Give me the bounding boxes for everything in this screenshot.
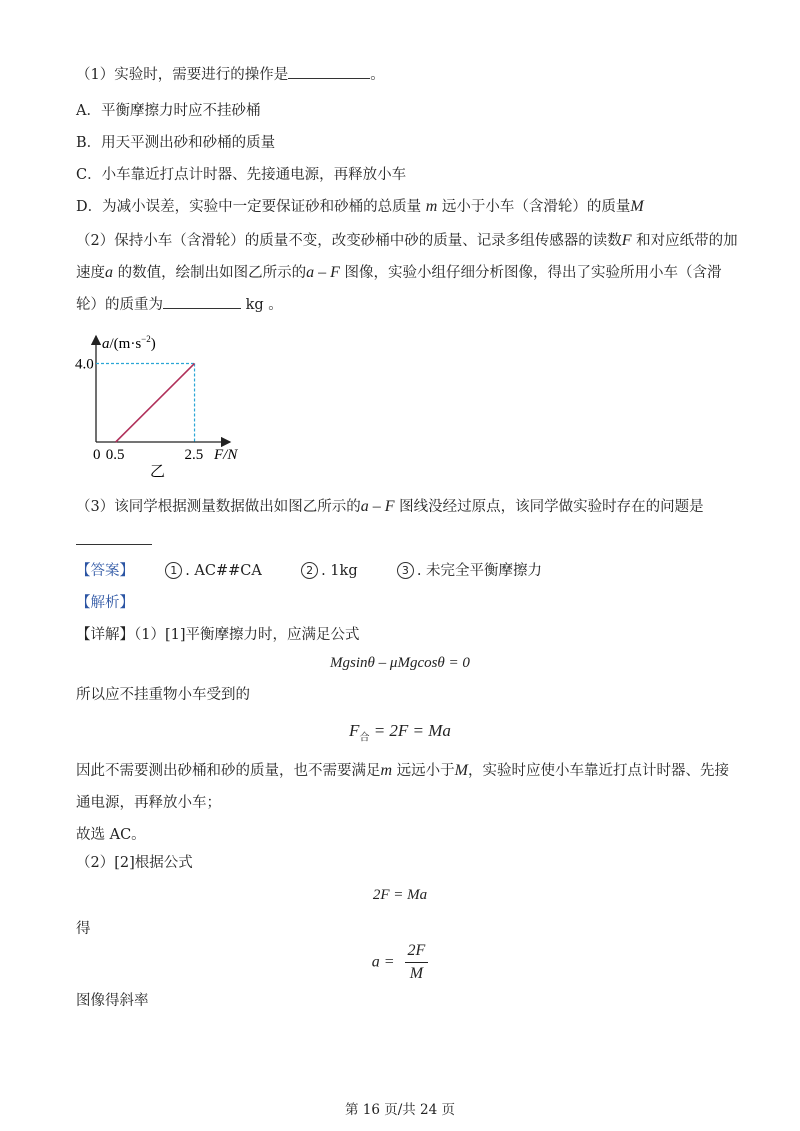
equation-4: a = $\frac{2F}{M}$ xyxy=(0,940,800,985)
figure-caption: 乙 xyxy=(150,464,166,480)
answer-item-3: 3 . 未完全平衡摩擦力 xyxy=(397,563,542,579)
x-tick-label: 2.5 xyxy=(184,447,204,463)
a-f-graph xyxy=(75,326,270,480)
detail-line-1: 【详解】（1）[1]平衡摩擦力时，应满足公式 xyxy=(76,627,360,643)
q2-line-2: 速度a 的数值，绘制出如图乙所示的a – F 图像，实验小组仔细分析图像，得出了实验所用小车（含滑 xyxy=(76,264,722,281)
x-tick-label: 0.5 xyxy=(105,447,125,463)
answer-item-2: 2 . 1kg xyxy=(301,563,358,579)
detail-line-5: 故选 AC。 xyxy=(76,827,146,843)
option-a: A．平衡摩擦力时应不挂砂桶 xyxy=(76,103,261,119)
detail-line-6: （2）[2]根据公式 xyxy=(76,855,193,871)
data-line xyxy=(116,363,195,442)
origin-label: 0 xyxy=(93,447,101,463)
answer-blank-2[interactable] xyxy=(163,294,241,309)
option-d: D．为减小误差，实验中一定要保证砂和砂桶的总质量 m 远小于小车（含滑轮）的质量M xyxy=(76,198,644,215)
answer-row xyxy=(76,560,542,582)
x-axis-label: F/N xyxy=(214,447,238,463)
answer-blank-1[interactable] xyxy=(288,64,370,79)
answer-tag: 【答案】 xyxy=(76,563,134,579)
answer-item-1: 1 . AC##CA xyxy=(165,563,262,579)
detail-line-8: 图像得斜率 xyxy=(76,993,149,1009)
equation-2: $F_合 = 2F = Ma$ xyxy=(349,721,451,744)
y-tick-label: 4.0 xyxy=(75,356,94,373)
y-axis-label: $a/(m\cdot s^{-2})$ xyxy=(102,334,156,352)
equation-1: Mgsinθ – μMgcosθ = 0 xyxy=(330,655,470,671)
option-b: B．用天平测出砂和砂桶的质量 xyxy=(76,135,276,151)
detail-line-7: 得 xyxy=(76,921,91,937)
analysis-tag: 【解析】 xyxy=(76,595,134,611)
answer-blank-3[interactable] xyxy=(76,530,152,552)
q3-stem: （3）该同学根据测量数据做出如图乙所示的a – F 图线没经过原点，该同学做实验时存在的问题是 xyxy=(76,498,704,515)
detail-line-2: 所以应不挂重物小车受到的 xyxy=(76,687,250,703)
option-c: C．小车靠近打点计时器、先接通电源，再释放小车 xyxy=(76,167,407,183)
q1-stem: （1）实验时，需要进行的操作是 。 xyxy=(76,64,385,86)
q2-line-3: 轮）的质重为 kg 。 xyxy=(76,294,283,316)
detail-line-4: 通电源，再释放小车； xyxy=(76,795,221,811)
detail-line-3: 因此不需要测出砂桶和砂的质量，也不需要满足m 远远小于M，实验时应使小车靠近打点计时器、先接 xyxy=(76,762,729,779)
equation-3: 2F = Ma xyxy=(372,887,428,903)
page-footer: 第 16 页/共 24 页 xyxy=(344,1102,456,1118)
q2-line-1: （2）保持小车（含滑轮）的质量不变，改变砂桶中砂的质量、记录多组传感器的读数F 和对应纸带的加 xyxy=(76,232,738,249)
